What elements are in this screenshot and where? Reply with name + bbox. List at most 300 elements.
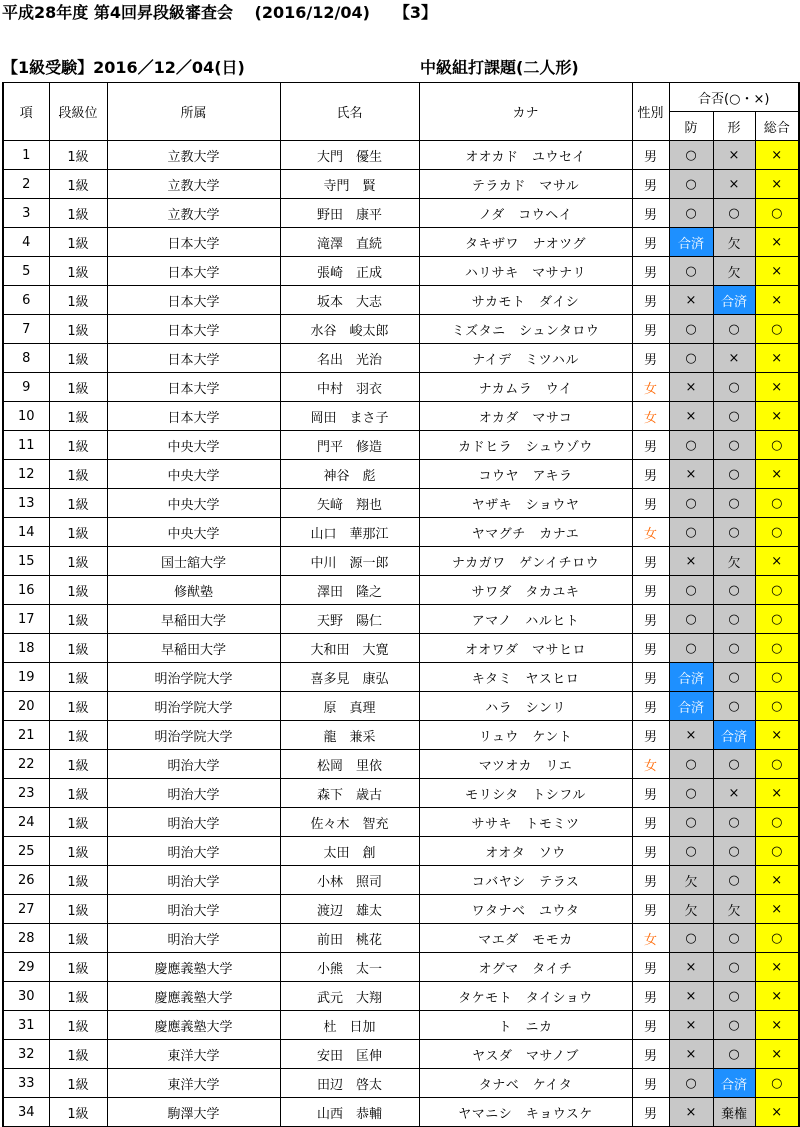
row-grade: 1級 [49, 808, 107, 837]
row-gender: 男 [632, 489, 669, 518]
row-kata-result: ○ [713, 431, 755, 460]
row-total-result: × [755, 228, 799, 257]
table-row [3, 547, 799, 576]
row-kana: オオカド ユウセイ [419, 141, 632, 170]
row-kata-result: ○ [713, 808, 755, 837]
row-grade: 1級 [49, 692, 107, 721]
row-kata-result: ○ [713, 634, 755, 663]
row-grade: 1級 [49, 1011, 107, 1040]
row-kana: カドヒラ シュウゾウ [419, 431, 632, 460]
row-gender: 男 [632, 141, 669, 170]
row-name: 門平 修造 [280, 431, 419, 460]
row-kata-result: ○ [713, 373, 755, 402]
table-row [3, 924, 799, 953]
row-bou-result: 合済 [669, 228, 713, 257]
row-kana: ワタナベ ユウタ [419, 895, 632, 924]
row-no: 12 [3, 460, 49, 489]
row-affiliation: 日本大学 [107, 257, 280, 286]
row-kata-result: ○ [713, 1040, 755, 1069]
row-affiliation: 明治学院大学 [107, 692, 280, 721]
row-affiliation: 明治大学 [107, 808, 280, 837]
row-bou-result: ○ [669, 170, 713, 199]
row-name: 澤田 隆之 [280, 576, 419, 605]
table-row [3, 1098, 799, 1127]
row-affiliation: 中央大学 [107, 460, 280, 489]
results-table [2, 82, 800, 1127]
row-kana: リュウ ケント [419, 721, 632, 750]
row-name: 武元 大翔 [280, 982, 419, 1011]
row-kata-result: 合済 [713, 286, 755, 315]
row-kata-result: ○ [713, 199, 755, 228]
table-row [3, 576, 799, 605]
row-name: 安田 匡伸 [280, 1040, 419, 1069]
row-total-result: × [755, 460, 799, 489]
row-affiliation: 日本大学 [107, 228, 280, 257]
row-bou-result: ○ [669, 576, 713, 605]
row-no: 4 [3, 228, 49, 257]
row-bou-result: × [669, 1040, 713, 1069]
row-grade: 1級 [49, 431, 107, 460]
row-gender: 男 [632, 663, 669, 692]
row-affiliation: 日本大学 [107, 373, 280, 402]
row-grade: 1級 [49, 315, 107, 344]
row-affiliation: 日本大学 [107, 286, 280, 315]
row-kata-result: ○ [713, 982, 755, 1011]
row-bou-result: ○ [669, 779, 713, 808]
row-no: 15 [3, 547, 49, 576]
row-total-result: × [755, 170, 799, 199]
row-grade: 1級 [49, 895, 107, 924]
row-total-result: ○ [755, 576, 799, 605]
row-name: 原 真理 [280, 692, 419, 721]
row-affiliation: 日本大学 [107, 402, 280, 431]
table-row [3, 228, 799, 257]
row-kana: ミズタニ シュンタロウ [419, 315, 632, 344]
row-grade: 1級 [49, 257, 107, 286]
row-kana: ヤスダ マサノブ [419, 1040, 632, 1069]
row-kata-result: ○ [713, 315, 755, 344]
row-affiliation: 東洋大学 [107, 1040, 280, 1069]
row-no: 10 [3, 402, 49, 431]
row-name: 小熊 太一 [280, 953, 419, 982]
row-total-result: ○ [755, 199, 799, 228]
row-kana: ヤマグチ カナエ [419, 518, 632, 547]
row-bou-result: × [669, 982, 713, 1011]
row-name: 水谷 峻太郎 [280, 315, 419, 344]
row-no: 13 [3, 489, 49, 518]
row-total-result: × [755, 344, 799, 373]
table-row [3, 692, 799, 721]
row-total-result: ○ [755, 924, 799, 953]
row-kana: サカモト ダイシ [419, 286, 632, 315]
row-kata-result: ○ [713, 866, 755, 895]
row-gender: 男 [632, 460, 669, 489]
row-kana: コウヤ アキラ [419, 460, 632, 489]
row-kana: オオタ ソウ [419, 837, 632, 866]
row-grade: 1級 [49, 199, 107, 228]
row-name: 田辺 啓太 [280, 1069, 419, 1098]
row-grade: 1級 [49, 982, 107, 1011]
table-row [3, 866, 799, 895]
row-name: 渡辺 雄太 [280, 895, 419, 924]
row-kana: テラカド マサル [419, 170, 632, 199]
table-row [3, 1069, 799, 1098]
row-total-result: × [755, 895, 799, 924]
row-kana: タキザワ ナオツグ [419, 228, 632, 257]
row-kana: ト ニカ [419, 1011, 632, 1040]
row-kana: モリシタ トシフル [419, 779, 632, 808]
row-affiliation: 中央大学 [107, 518, 280, 547]
row-affiliation: 明治大学 [107, 866, 280, 895]
row-name: 坂本 大志 [280, 286, 419, 315]
row-kana: ヤマニシ キョウスケ [419, 1098, 632, 1127]
row-grade: 1級 [49, 1040, 107, 1069]
row-grade: 1級 [49, 721, 107, 750]
row-kata-result: × [713, 779, 755, 808]
row-no: 28 [3, 924, 49, 953]
header-gender: 性別 [632, 83, 669, 141]
table-row [3, 460, 799, 489]
row-no: 21 [3, 721, 49, 750]
row-name: 名出 光治 [280, 344, 419, 373]
row-grade: 1級 [49, 837, 107, 866]
row-bou-result: × [669, 1011, 713, 1040]
row-total-result: ○ [755, 431, 799, 460]
row-gender: 男 [632, 344, 669, 373]
exam-subject: 中級組打課題(二人形) [420, 58, 579, 77]
row-name: 山口 華那江 [280, 518, 419, 547]
row-grade: 1級 [49, 228, 107, 257]
row-gender: 男 [632, 634, 669, 663]
table-row [3, 170, 799, 199]
row-affiliation: 慶應義塾大学 [107, 982, 280, 1011]
row-bou-result: × [669, 460, 713, 489]
row-bou-result: ○ [669, 1069, 713, 1098]
row-affiliation: 明治学院大学 [107, 663, 280, 692]
row-total-result: × [755, 547, 799, 576]
row-bou-result: 合済 [669, 692, 713, 721]
row-total-result: × [755, 141, 799, 170]
row-no: 25 [3, 837, 49, 866]
row-kata-result: ○ [713, 750, 755, 779]
row-grade: 1級 [49, 518, 107, 547]
row-affiliation: 慶應義塾大学 [107, 953, 280, 982]
row-total-result: ○ [755, 663, 799, 692]
row-name: 大和田 大寛 [280, 634, 419, 663]
row-bou-result: ○ [669, 808, 713, 837]
row-total-result: ○ [755, 634, 799, 663]
table-row [3, 344, 799, 373]
row-no: 27 [3, 895, 49, 924]
row-no: 32 [3, 1040, 49, 1069]
row-bou-result: 欠 [669, 866, 713, 895]
row-grade: 1級 [49, 489, 107, 518]
row-bou-result: × [669, 953, 713, 982]
row-affiliation: 国士舘大学 [107, 547, 280, 576]
row-gender: 男 [632, 1011, 669, 1040]
table-row [3, 953, 799, 982]
row-name: 岡田 まさ子 [280, 402, 419, 431]
row-kana: キタミ ヤスヒロ [419, 663, 632, 692]
row-no: 16 [3, 576, 49, 605]
row-grade: 1級 [49, 953, 107, 982]
row-total-result: × [755, 953, 799, 982]
row-kata-result: ○ [713, 692, 755, 721]
row-kana: ササキ トモミツ [419, 808, 632, 837]
table-row [3, 1040, 799, 1069]
row-total-result: × [755, 779, 799, 808]
row-kata-result: ○ [713, 460, 755, 489]
row-bou-result: ○ [669, 750, 713, 779]
row-name: 山西 恭輔 [280, 1098, 419, 1127]
row-name: 天野 陽仁 [280, 605, 419, 634]
table-row [3, 634, 799, 663]
table-row [3, 982, 799, 1011]
row-gender: 女 [632, 518, 669, 547]
row-kata-result: × [713, 170, 755, 199]
row-kana: オカダ マサコ [419, 402, 632, 431]
row-affiliation: 慶應義塾大学 [107, 1011, 280, 1040]
row-total-result: × [755, 373, 799, 402]
row-kana: ナカムラ ウイ [419, 373, 632, 402]
row-bou-result: ○ [669, 837, 713, 866]
row-total-result: ○ [755, 489, 799, 518]
row-affiliation: 立教大学 [107, 199, 280, 228]
row-kana: オオワダ マサヒロ [419, 634, 632, 663]
row-gender: 男 [632, 1098, 669, 1127]
row-name: 神谷 彪 [280, 460, 419, 489]
row-affiliation: 明治大学 [107, 837, 280, 866]
row-kata-result: ○ [713, 663, 755, 692]
row-affiliation: 中央大学 [107, 431, 280, 460]
row-gender: 男 [632, 895, 669, 924]
row-gender: 男 [632, 1069, 669, 1098]
header-affiliation: 所属 [107, 83, 280, 141]
row-bou-result: ○ [669, 518, 713, 547]
row-grade: 1級 [49, 547, 107, 576]
table-row [3, 286, 799, 315]
table-row [3, 779, 799, 808]
row-grade: 1級 [49, 141, 107, 170]
row-affiliation: 立教大学 [107, 141, 280, 170]
row-total-result: ○ [755, 808, 799, 837]
header-kana: カナ [419, 83, 632, 141]
row-grade: 1級 [49, 605, 107, 634]
row-kana: タケモト タイショウ [419, 982, 632, 1011]
row-grade: 1級 [49, 402, 107, 431]
row-kana: ナイデ ミツハル [419, 344, 632, 373]
row-total-result: ○ [755, 605, 799, 634]
row-total-result: ○ [755, 837, 799, 866]
row-bou-result: × [669, 1098, 713, 1127]
row-no: 11 [3, 431, 49, 460]
row-bou-result: ○ [669, 924, 713, 953]
row-no: 3 [3, 199, 49, 228]
table-row [3, 402, 799, 431]
row-total-result: ○ [755, 692, 799, 721]
row-kana: マツオカ リエ [419, 750, 632, 779]
row-no: 22 [3, 750, 49, 779]
row-name: 松岡 里依 [280, 750, 419, 779]
row-affiliation: 早稲田大学 [107, 634, 280, 663]
table-row [3, 199, 799, 228]
row-bou-result: ○ [669, 199, 713, 228]
row-kata-result: 欠 [713, 547, 755, 576]
row-affiliation: 明治大学 [107, 895, 280, 924]
table-row [3, 605, 799, 634]
row-grade: 1級 [49, 634, 107, 663]
row-name: 寺門 賢 [280, 170, 419, 199]
row-affiliation: 修猷塾 [107, 576, 280, 605]
row-gender: 女 [632, 750, 669, 779]
row-kata-result: × [713, 344, 755, 373]
row-no: 29 [3, 953, 49, 982]
table-row [3, 1011, 799, 1040]
row-grade: 1級 [49, 344, 107, 373]
row-name: 龍 兼采 [280, 721, 419, 750]
row-affiliation: 明治学院大学 [107, 721, 280, 750]
row-affiliation: 駒澤大学 [107, 1098, 280, 1127]
row-bou-result: ○ [669, 431, 713, 460]
row-kana: オグマ タイチ [419, 953, 632, 982]
row-gender: 男 [632, 576, 669, 605]
table-row [3, 663, 799, 692]
row-total-result: × [755, 1011, 799, 1040]
table-row [3, 431, 799, 460]
row-kata-result: 欠 [713, 257, 755, 286]
row-kana: ナカガワ ゲンイチロウ [419, 547, 632, 576]
row-gender: 男 [632, 286, 669, 315]
row-no: 24 [3, 808, 49, 837]
row-gender: 男 [632, 779, 669, 808]
row-no: 23 [3, 779, 49, 808]
row-kata-result: ○ [713, 924, 755, 953]
row-no: 17 [3, 605, 49, 634]
row-total-result: × [755, 402, 799, 431]
row-kata-result: 欠 [713, 895, 755, 924]
row-kana: ヤザキ ショウヤ [419, 489, 632, 518]
row-no: 9 [3, 373, 49, 402]
row-grade: 1級 [49, 779, 107, 808]
row-gender: 男 [632, 692, 669, 721]
row-gender: 男 [632, 170, 669, 199]
row-affiliation: 早稲田大学 [107, 605, 280, 634]
row-kata-result: ○ [713, 837, 755, 866]
results-body [3, 141, 799, 1127]
row-bou-result: ○ [669, 315, 713, 344]
header-no: 項 [3, 83, 49, 141]
row-name: 張崎 正成 [280, 257, 419, 286]
row-name: 喜多見 康弘 [280, 663, 419, 692]
row-total-result: ○ [755, 750, 799, 779]
row-name: 佐々木 智充 [280, 808, 419, 837]
header-result-group: 合否(○・×) [669, 83, 799, 112]
row-total-result: × [755, 866, 799, 895]
row-name: 滝澤 直続 [280, 228, 419, 257]
row-gender: 男 [632, 257, 669, 286]
row-gender: 男 [632, 953, 669, 982]
row-grade: 1級 [49, 924, 107, 953]
row-bou-result: × [669, 286, 713, 315]
row-kana: ハラ シンリ [419, 692, 632, 721]
row-no: 33 [3, 1069, 49, 1098]
row-affiliation: 東洋大学 [107, 1069, 280, 1098]
row-bou-result: 合済 [669, 663, 713, 692]
row-kata-result: ○ [713, 605, 755, 634]
header-kata: 形 [713, 112, 755, 141]
row-kata-result: ○ [713, 518, 755, 547]
row-total-result: ○ [755, 1069, 799, 1098]
row-total-result: × [755, 982, 799, 1011]
header-bou: 防 [669, 112, 713, 141]
row-no: 8 [3, 344, 49, 373]
row-name: 野田 康平 [280, 199, 419, 228]
row-no: 19 [3, 663, 49, 692]
row-gender: 男 [632, 808, 669, 837]
header-grade: 段級位 [49, 83, 107, 141]
row-kana: タナベ ケイタ [419, 1069, 632, 1098]
table-row [3, 721, 799, 750]
row-grade: 1級 [49, 866, 107, 895]
row-total-result: ○ [755, 518, 799, 547]
row-no: 6 [3, 286, 49, 315]
row-affiliation: 立教大学 [107, 170, 280, 199]
table-row [3, 518, 799, 547]
row-total-result: × [755, 286, 799, 315]
row-total-result: × [755, 257, 799, 286]
row-kata-result: 合済 [713, 1069, 755, 1098]
page-title: 平成28年度 第4回昇段級審査会 (2016/12/04) 【3】 [2, 3, 438, 22]
row-gender: 男 [632, 547, 669, 576]
table-row [3, 315, 799, 344]
row-kana: コバヤシ テラス [419, 866, 632, 895]
table-row [3, 895, 799, 924]
row-kana: サワダ タカユキ [419, 576, 632, 605]
row-total-result: ○ [755, 315, 799, 344]
row-name: 矢﨑 翔也 [280, 489, 419, 518]
row-gender: 男 [632, 605, 669, 634]
row-gender: 男 [632, 1040, 669, 1069]
row-gender: 男 [632, 199, 669, 228]
row-grade: 1級 [49, 1098, 107, 1127]
table-row [3, 141, 799, 170]
table-row [3, 837, 799, 866]
row-grade: 1級 [49, 576, 107, 605]
row-name: 小林 照司 [280, 866, 419, 895]
row-grade: 1級 [49, 750, 107, 779]
row-no: 2 [3, 170, 49, 199]
row-affiliation: 中央大学 [107, 489, 280, 518]
row-bou-result: ○ [669, 605, 713, 634]
row-total-result: × [755, 1098, 799, 1127]
row-no: 1 [3, 141, 49, 170]
row-bou-result: × [669, 547, 713, 576]
row-no: 20 [3, 692, 49, 721]
row-kata-result: 欠 [713, 228, 755, 257]
row-bou-result: ○ [669, 257, 713, 286]
row-bou-result: 欠 [669, 895, 713, 924]
row-bou-result: ○ [669, 489, 713, 518]
row-no: 26 [3, 866, 49, 895]
row-gender: 男 [632, 837, 669, 866]
table-row [3, 257, 799, 286]
row-no: 18 [3, 634, 49, 663]
row-name: 森下 歳古 [280, 779, 419, 808]
row-grade: 1級 [49, 663, 107, 692]
table-row [3, 808, 799, 837]
row-kata-result: 合済 [713, 721, 755, 750]
row-gender: 女 [632, 402, 669, 431]
